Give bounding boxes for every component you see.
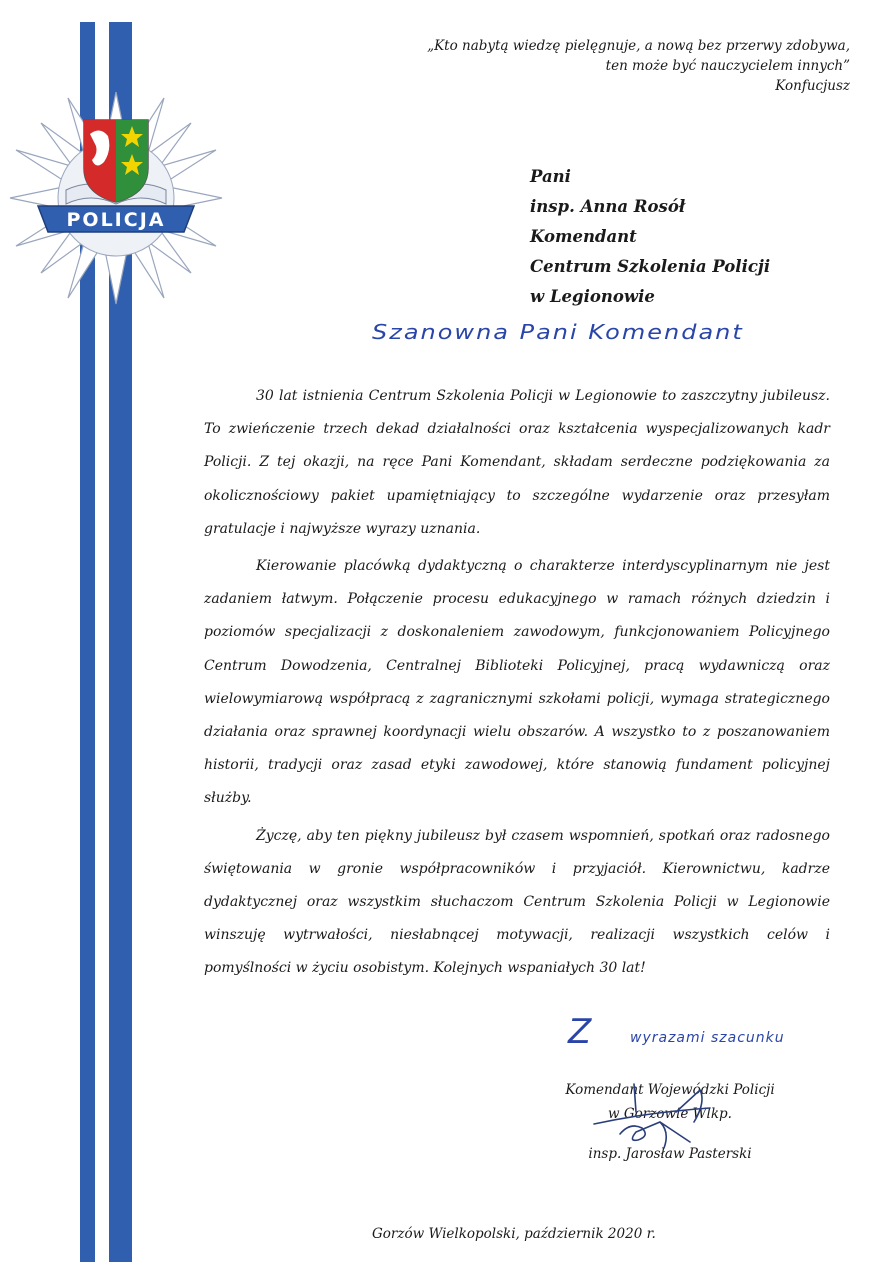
body-paragraph-1: 30 lat istnienia Centrum Szkolenia Policji w Legionowie to zaszczytny jubileusz. To zwieńczenie trzech dekad działalności oraz kształcenia wyspecjalizowanych kadr Policji. Z tej okazji, na ręce Pani Komendant, składam serdeczne podziękowania za okolicznościowy pakiet upamiętniający to szczególne wydarzenie oraz przesyłam gratulacje i najwyższe wyrazy uznania. (204, 388, 830, 537)
addressee-block (530, 162, 770, 312)
body-paragraph-2: Kierowanie placówką dydaktyczną o charakterze interdyscyplinarnym nie jest zadaniem łatwym. Połączenie procesu edukacyjnego w ramach różnych dziedzin i poziomów specjalizacji z doskonaleniem zawodowym, funkcjonowaniem Policyjnego Centrum Dowodzenia, Centralnej Biblioteki Policyjnej, pracą wydawniczą oraz wielowymiarową współpracą z zagranicznymi szkołami policji, wymaga strategicznego działania oraz sprawnej koordynacji wielu obszarów. A wszystko to z poszanowaniem historii, tradycji oraz zasad etyki zawodowej, które stanowią fundament policyjnej służby. (204, 558, 830, 807)
addressee-line-5: w Legionowie (530, 287, 655, 306)
addressee-line-2: insp. Anna Rosół (530, 197, 686, 216)
quote-author: Konfucjusz (775, 78, 850, 94)
signatory-name: insp. Jarosław Pasterski (588, 1146, 752, 1162)
addressee-line-3: Komendant (530, 227, 637, 246)
closing-z: Z (568, 1012, 592, 1052)
police-emblem-logo (8, 90, 224, 306)
signatory-title-2: w Gorzowie Wlkp. (608, 1106, 732, 1122)
place-and-date: Gorzów Wielkopolski, październik 2020 r. (372, 1226, 656, 1242)
handwritten-salutation: Szanowna Pani Komendant (372, 320, 744, 344)
handwritten-closing (568, 1008, 848, 1068)
addressee-line-1: Pani (530, 167, 571, 186)
handwritten-signature (590, 1082, 750, 1162)
letter-body (204, 380, 830, 990)
quote-line-2: ten może być nauczycielem innych” (605, 58, 850, 74)
emblem-text: POLICJA (66, 209, 166, 231)
closing-text: wyrazami szacunku (630, 1030, 785, 1046)
quote-line-1: „Kto nabytą wiedzę pielęgnuje, a nową bez przerwy zdobywa, (427, 38, 850, 54)
addressee-line-4: Centrum Szkolenia Policji (530, 257, 771, 276)
signatory-title-1: Komendant Wojewódzki Policji (565, 1082, 775, 1098)
body-paragraph-3: Życzę, aby ten piękny jubileusz był czasem wspomnień, spotkań oraz radosnego świętowania w gronie współpracowników i przyjaciół. Kierownictwu, kadrze dydaktycznej oraz wszystkim słuchaczom Centrum Szkolenia Policji w Legionowie winszuję wytrwałości, niesłabnącej motywacji, realizacji wszystkich celów i pomyślności w życiu osobistym. Kolejnych wspaniałych 30 lat! (204, 827, 830, 977)
epigraph-quote (370, 36, 850, 96)
